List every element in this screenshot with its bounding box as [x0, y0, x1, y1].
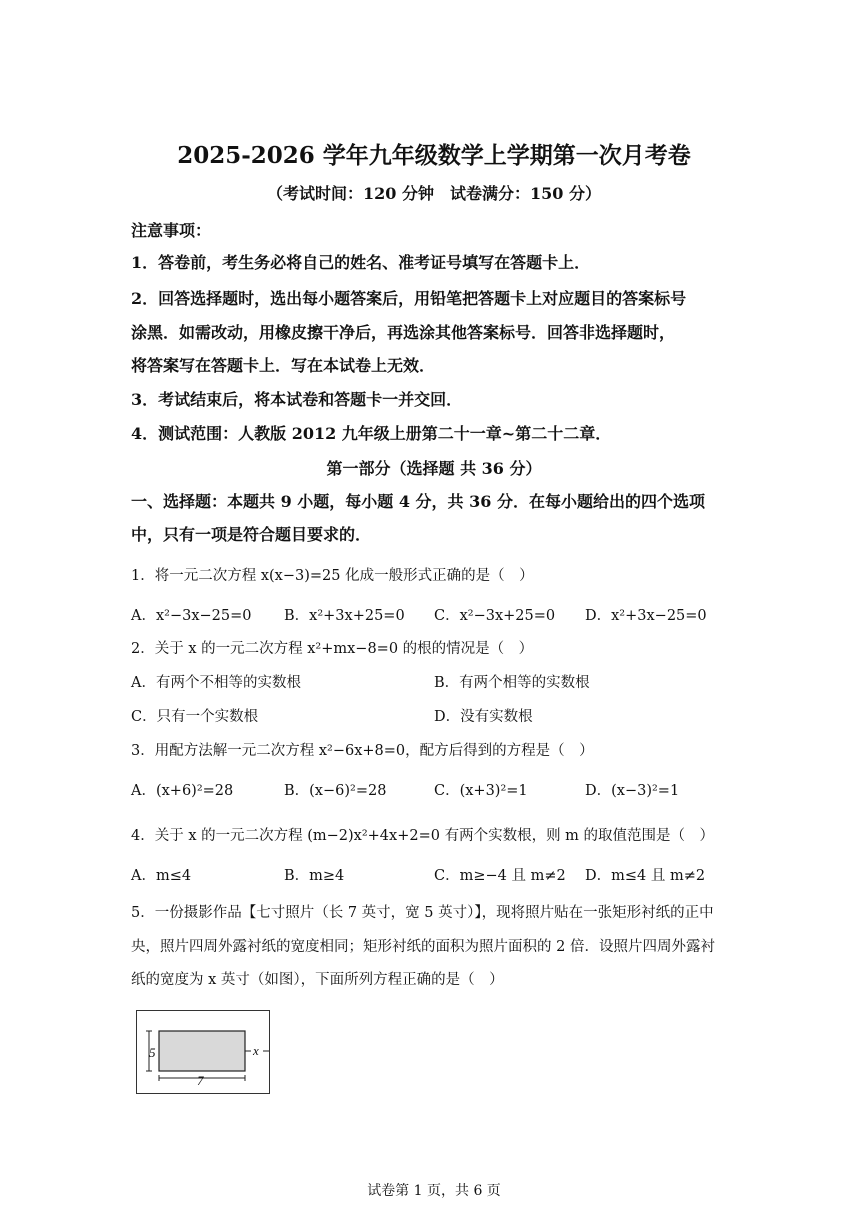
- figure-width-label: 7: [197, 1073, 204, 1088]
- question-4-stem: 4．关于 x 的一元二次方程 (m−2)x²+4x+2=0 有两个实数根，则 m 的取值范围是（ ）: [131, 828, 715, 844]
- notice-line: 将答案写在答题卡上．写在本试卷上无效．: [131, 356, 436, 375]
- instruction-line: 一、选择题：本题共 9 小题，每小题 4 分，共 36 分．在每小题给出的四个选项: [131, 492, 705, 511]
- question-1-option-c: C．x²−3x+25=0: [434, 608, 556, 624]
- question-1-option-a: A．x²−3x−25=0: [131, 608, 252, 624]
- question-1-option-d: D．x²+3x−25=0: [585, 608, 707, 624]
- figure-height-label: 5: [149, 1045, 156, 1060]
- question-3-option-d: D．(x−3)²=1: [585, 783, 680, 799]
- notice-line: 3．考试结束后，将本试卷和答题卡一并交回．: [131, 390, 463, 409]
- question-2-option-c: C．只有一个实数根: [131, 709, 259, 725]
- question-2-option-a: A．有两个不相等的实数根: [131, 675, 301, 691]
- question-5-stem-line: 5．一份摄影作品【七寸照片（长 7 英寸，宽 5 英寸）】，现将照片贴在一张矩形衬纸的正中: [131, 905, 714, 921]
- exam-subtitle: （考试时间：120 分钟 试卷满分：150 分）: [267, 184, 601, 203]
- exam-title: 2025-2026 学年九年级数学上学期第一次月考卷: [177, 142, 691, 169]
- question-1-stem: 1．将一元二次方程 x(x−3)=25 化成一般形式正确的是（ ）: [131, 568, 534, 584]
- question-4-option-b: B．m≥4: [284, 868, 345, 884]
- notice-line: 涂黑．如需改动，用橡皮擦干净后，再选涂其他答案标号．回答非选择题时，: [131, 323, 676, 342]
- photo-mat-figure: [136, 1010, 270, 1094]
- notice-line: 1．答卷前，考生务必将自己的姓名、准考证号填写在答题卡上．: [131, 253, 591, 272]
- question-3-stem: 3．用配方法解一元二次方程 x²−6x+8=0，配方后得到的方程是（ ）: [131, 743, 594, 759]
- question-1-option-b: B．x²+3x+25=0: [284, 608, 405, 624]
- notice-heading: 注意事项：: [131, 221, 212, 240]
- figure-margin-label: x: [253, 1043, 259, 1058]
- question-2-option-d: D．没有实数根: [434, 709, 533, 725]
- question-4-option-d: D．m≤4 且 m≠2: [585, 868, 706, 884]
- question-5-stem-line: 纸的宽度为 x 英寸（如图），下面所列方程正确的是（ ）: [131, 972, 504, 988]
- page-footer: 试卷第 1 页，共 6 页: [367, 1183, 501, 1199]
- question-3-option-c: C．(x+3)²=1: [434, 783, 528, 799]
- photo-rectangle: [159, 1031, 245, 1071]
- question-4-option-c: C．m≥−4 且 m≠2: [434, 868, 566, 884]
- question-5-stem-line: 央，照片四周外露衬纸的宽度相同；矩形衬纸的面积为照片面积的 2 倍．设照片四周外露衬: [131, 939, 715, 955]
- question-2-option-b: B．有两个相等的实数根: [434, 675, 590, 691]
- notice-line: 2．回答选择题时，选出每小题答案后，用铅笔把答题卡上对应题目的答案标号: [131, 289, 687, 308]
- question-3-option-b: B．(x−6)²=28: [284, 783, 387, 799]
- instruction-line: 中，只有一项是符合题目要求的．: [131, 525, 372, 544]
- notice-line: 4．测试范围：人教版 2012 九年级上册第二十一章~第二十二章．: [131, 424, 612, 443]
- question-3-option-a: A．(x+6)²=28: [131, 783, 234, 799]
- question-2-stem: 2．关于 x 的一元二次方程 x²+mx−8=0 的根的情况是（ ）: [131, 641, 534, 657]
- question-4-option-a: A．m≤4: [131, 868, 192, 884]
- section-title: 第一部分（选择题 共 36 分）: [326, 459, 542, 478]
